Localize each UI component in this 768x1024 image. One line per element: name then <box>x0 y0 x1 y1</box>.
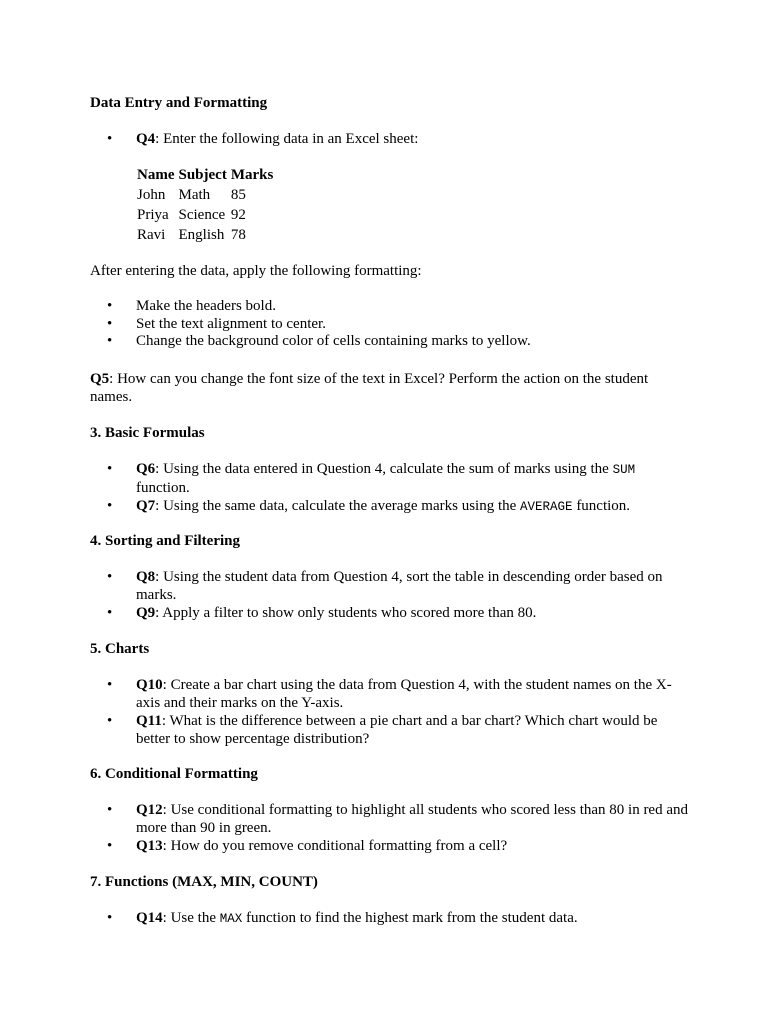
basic-formulas-list <box>107 460 692 516</box>
section-heading-basic-formulas: 3. Basic Formulas <box>90 425 205 441</box>
table-row <box>136 205 274 225</box>
table-cell: John <box>137 187 166 203</box>
table-header-marks: Marks <box>230 167 274 183</box>
q12-label: Q12 <box>136 802 163 818</box>
table-row <box>136 185 274 205</box>
q7-item <box>107 497 692 516</box>
q13-label: Q13 <box>136 838 163 854</box>
q10-item <box>107 676 692 712</box>
q6-text-end: function. <box>136 480 190 496</box>
table-cell: 92 <box>230 207 246 223</box>
q14-label: Q14 <box>136 910 163 926</box>
functions-list <box>107 909 692 928</box>
q8-label: Q8 <box>136 569 156 585</box>
sorting-list <box>107 568 692 622</box>
q9-text: : Apply a filter to show only students who scored more than 80. <box>155 605 537 621</box>
section-heading-functions: 7. Functions (MAX, MIN, COUNT) <box>90 874 318 890</box>
q9-item <box>107 604 692 622</box>
q11-label: Q11 <box>136 713 162 729</box>
list-item: • Change the background color of cells containing marks to yellow. <box>107 333 692 351</box>
formatting-list <box>107 298 692 351</box>
table-header-row <box>136 165 274 185</box>
table-cell: Priya <box>137 207 169 223</box>
section-heading-sorting: 4. Sorting and Filtering <box>90 533 241 549</box>
q11-text: : What is the difference between a pie chart and a bar chart? Which chart would be better to show percentage distribution? <box>136 713 658 747</box>
section-heading-charts: 5. Charts <box>90 641 150 657</box>
q6-label: Q6 <box>136 461 156 477</box>
q5-paragraph <box>90 370 690 406</box>
charts-list <box>107 676 692 748</box>
table-cell: Science <box>178 207 226 223</box>
q4-text: : Enter the following data in an Excel sheet: <box>155 131 419 147</box>
q4-list <box>107 130 692 148</box>
q7-text: : Using the same data, calculate the average marks using the <box>155 498 521 514</box>
table-cell: Ravi <box>137 227 166 243</box>
section-heading-conditional: 6. Conditional Formatting <box>90 766 258 782</box>
q10-text: : Create a bar chart using the data from Question 4, with the student names on the X-axis and their marks on the Y-axis. <box>136 677 672 711</box>
after-entry-text: After entering the data, apply the following formatting: <box>90 263 422 279</box>
q13-text: : How do you remove conditional formatting from a cell? <box>162 838 508 854</box>
table-cell: English <box>178 227 225 243</box>
table-header-subject: Subject <box>178 167 227 183</box>
student-data-table <box>134 165 276 245</box>
q14-item <box>107 909 692 928</box>
table-cell: 85 <box>230 187 246 203</box>
q12-text: : Use conditional formatting to highlight all students who scored less than 80 in red and more than 90 in green. <box>136 802 689 836</box>
table-header-name: Name <box>137 167 175 183</box>
q6-item <box>107 460 692 497</box>
conditional-list <box>107 801 692 855</box>
list-item: • Set the text alignment to center. <box>107 316 692 334</box>
q12-item <box>107 801 692 837</box>
q13-item <box>107 837 692 855</box>
q14-text: : Use the <box>162 910 220 926</box>
q7-text-end: function. <box>572 498 631 514</box>
q10-label: Q10 <box>136 677 163 693</box>
q5-text: : How can you change the font size of the text in Excel? Perform the action on the student names. <box>90 371 649 405</box>
list-item: • Make the headers bold. <box>107 298 692 316</box>
average-code: AVERAGE <box>520 500 573 514</box>
q8-item <box>107 568 692 604</box>
table-cell: Math <box>178 187 211 203</box>
table-row <box>136 225 274 245</box>
max-code: MAX <box>219 912 243 926</box>
q7-label: Q7 <box>136 498 156 514</box>
q8-text: : Using the student data from Question 4, sort the table in descending order based on marks. <box>136 569 663 603</box>
table-cell: 78 <box>230 227 246 243</box>
q4-label: Q4 <box>136 131 156 147</box>
section-heading-data-entry: Data Entry and Formatting <box>90 95 268 111</box>
q4-item <box>107 130 692 148</box>
sum-code: SUM <box>612 463 636 477</box>
q9-label: Q9 <box>136 605 156 621</box>
q14-text-end: function to find the highest mark from the student data. <box>242 910 578 926</box>
q11-item <box>107 712 692 748</box>
q5-label: Q5 <box>90 371 110 387</box>
q6-text: : Using the data entered in Question 4, calculate the sum of marks using the <box>155 461 613 477</box>
